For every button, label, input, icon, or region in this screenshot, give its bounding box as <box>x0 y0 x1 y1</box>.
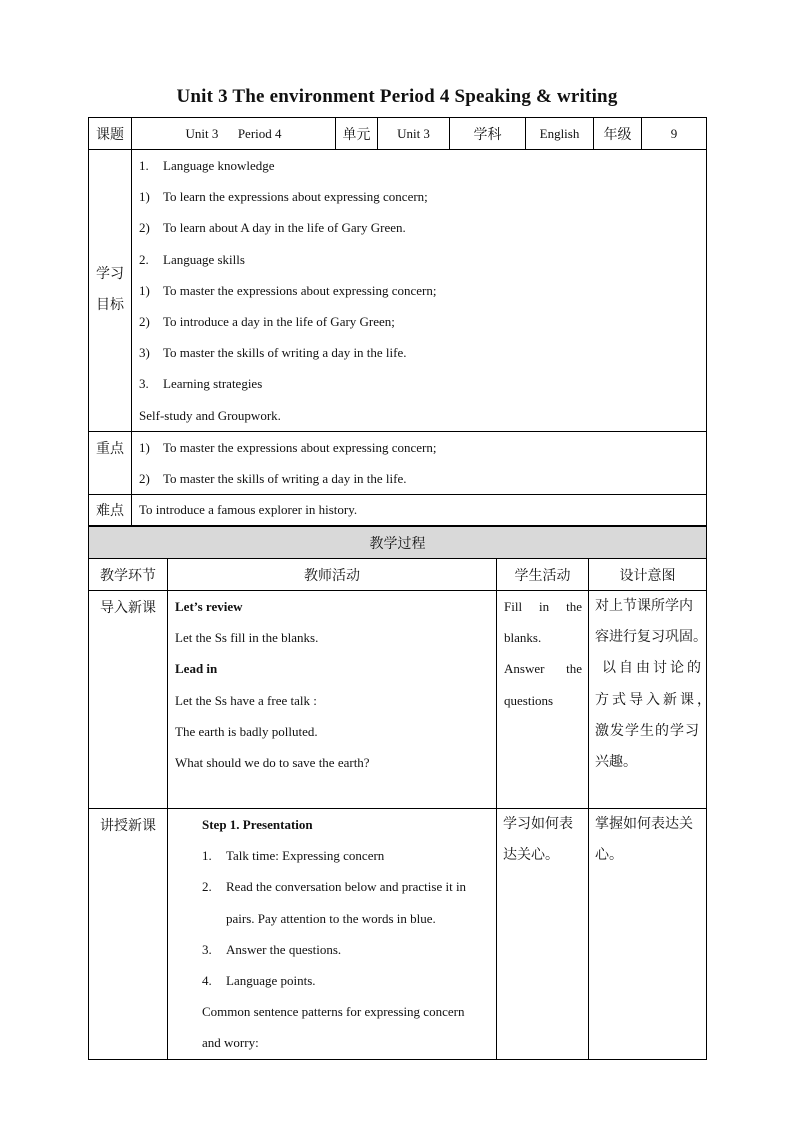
course-value: Unit 3 Period 4 <box>132 118 336 150</box>
student-line: 学习如何表 <box>503 816 573 832</box>
objective-line: 1. Language knowledge <box>139 158 275 173</box>
stage-lead-in: 导入新课 <box>89 591 168 809</box>
teacher-line: Let the Ss have a free talk : <box>175 692 317 708</box>
objective-line: Self-study and Groupwork. <box>139 407 281 423</box>
design-line: 激发学生的学习 <box>595 722 700 739</box>
design-line: 心。 <box>595 847 623 864</box>
lesson-info-table <box>88 117 707 526</box>
page-title: Unit 3 The environment Period 4 Speaking & writing <box>176 86 618 107</box>
student-line: Answer the <box>504 661 582 677</box>
design-line: 容进行复习巩固。 <box>595 629 707 646</box>
student-activity-new-lesson <box>497 809 589 1060</box>
course-label: 课题 <box>89 118 132 150</box>
key-points-label: 重点 <box>89 431 132 494</box>
presentation-heading: Step 1. Presentation <box>202 817 313 832</box>
teacher-line: Lead in <box>175 661 218 677</box>
col-design: 设计意图 <box>589 559 707 591</box>
student-line: 达关心。 <box>503 847 559 864</box>
teacher-activity-lead-in <box>168 591 497 809</box>
objective-line: 1) To learn the expressions about expressing concern; <box>139 189 428 205</box>
objectives-label <box>89 150 132 432</box>
presentation-item: 3. Answer the questions. <box>202 941 342 957</box>
student-line: blanks. <box>504 630 542 646</box>
design-line: 掌握如何表达关 <box>595 816 693 832</box>
teacher-line: Let’s review <box>175 599 243 614</box>
student-line: questions <box>504 692 554 708</box>
design-line: 对上节课所学内 <box>595 598 693 614</box>
subject-value: English <box>526 118 594 150</box>
objectives-label-line: 目标 <box>96 297 124 314</box>
presentation-tail-line: Common sentence patterns for expressing concern <box>202 1004 465 1020</box>
objective-line: 1) To master the expressions about expressing concern; <box>139 282 437 298</box>
student-line: Fill in the <box>504 599 582 614</box>
key-point-line: 2) To master the skills of writing a day in the life. <box>139 471 407 487</box>
objective-line: 3. Learning strategies <box>139 376 263 392</box>
design-line: 方式导入新课， <box>595 691 714 708</box>
presentation-tail-line: and worry: <box>202 1035 259 1051</box>
objective-line: 2) To learn about A day in the life of Gary Green. <box>139 220 406 236</box>
key-point-line: 1) To master the expressions about expressing concern; <box>139 439 437 455</box>
design-line: 以自由讨论的 <box>602 660 704 677</box>
objective-line: 2. Language skills <box>139 251 245 267</box>
teacher-line: What should we do to save the earth? <box>175 755 370 771</box>
objectives-label-line: 学习 <box>96 266 124 283</box>
teacher-line: The earth is badly polluted. <box>175 723 318 739</box>
stage-new-lesson: 讲授新课 <box>89 809 168 1060</box>
col-student: 学生活动 <box>497 559 589 591</box>
unit-label: 单元 <box>336 118 378 150</box>
objective-line: 2) To introduce a day in the life of Gary Green; <box>139 314 395 330</box>
presentation-item: 1. Talk time: Expressing concern <box>202 848 385 864</box>
design-intent-lead-in <box>589 591 714 809</box>
col-stage: 教学环节 <box>89 559 168 591</box>
teacher-line: Let the Ss fill in the blanks. <box>175 630 319 646</box>
grade-value: 9 <box>642 118 707 150</box>
presentation-item: 2. Read the conversation below and practise it in <box>202 879 467 895</box>
difficulty-label: 难点 <box>89 495 132 526</box>
objective-line: 3) To master the skills of writing a day in the life. <box>139 345 407 361</box>
objectives-content <box>132 150 707 432</box>
col-teacher: 教师活动 <box>168 559 497 591</box>
teacher-activity-new-lesson <box>168 809 497 1060</box>
design-line: 兴趣。 <box>595 754 637 771</box>
unit-value: Unit 3 <box>378 118 450 150</box>
process-heading: 教学过程 <box>89 527 707 559</box>
difficulty-text: To introduce a famous explorer in history. <box>139 502 358 518</box>
difficulty-content <box>132 495 707 526</box>
presentation-item: pairs. Pay attention to the words in blue. <box>226 910 436 926</box>
grade-label: 年级 <box>594 118 642 150</box>
presentation-item: 4. Language points. <box>202 973 316 989</box>
subject-label: 学科 <box>450 118 526 150</box>
key-points-content <box>132 431 707 494</box>
teaching-process-table <box>88 526 714 1060</box>
student-activity-lead-in <box>497 591 589 809</box>
design-intent-new-lesson <box>589 809 707 1060</box>
